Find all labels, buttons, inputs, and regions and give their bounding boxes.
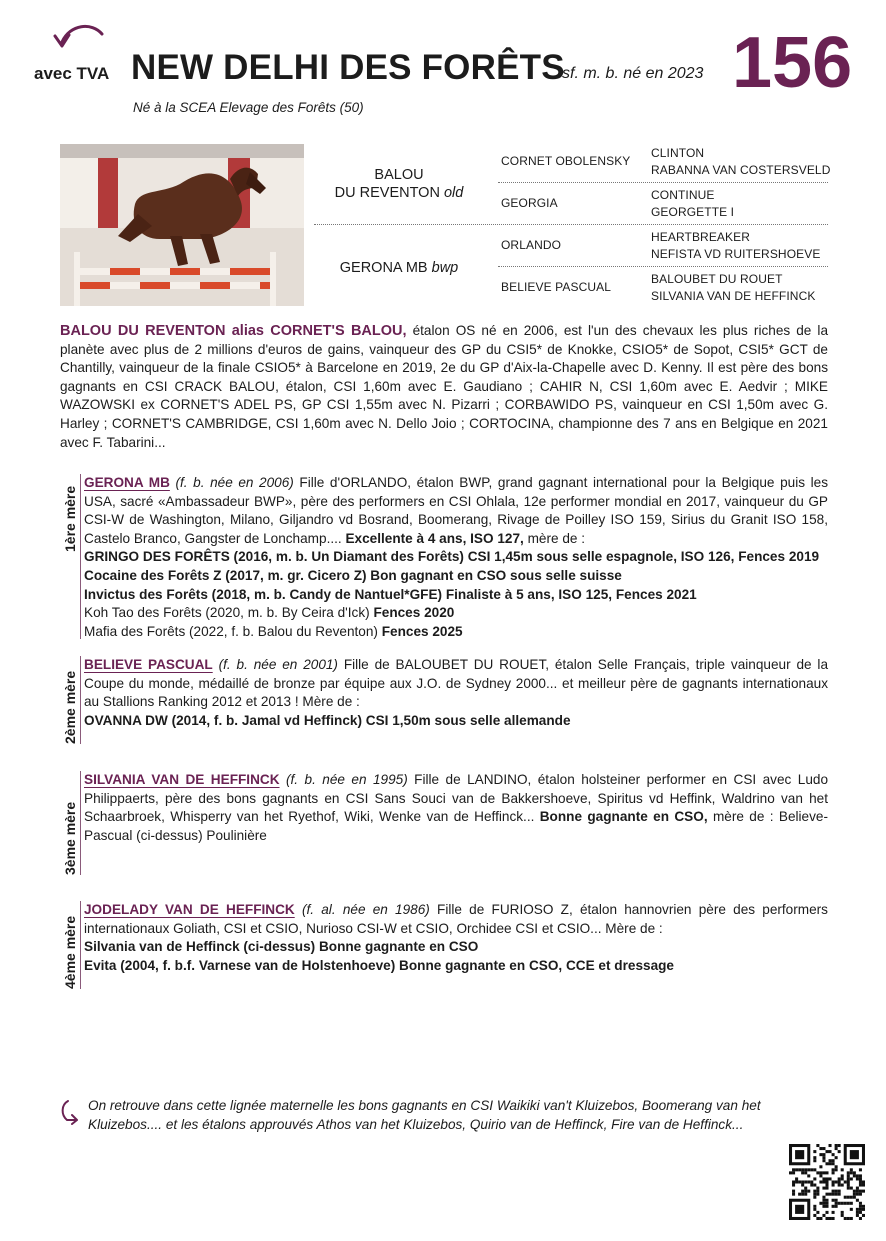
great-grandparent-8: SILVANIA VAN DE HEFFINCK [651, 289, 816, 303]
offspring-text: Mafia des Forêts (2022, f. b. Balou du Reventon) [84, 623, 382, 639]
offspring-line [84, 938, 828, 957]
dam-info: (f. b. née en 2001) [218, 657, 338, 672]
sire-description-text: étalon OS né en 2006, est l'un des chevaux les plus riches de la planète avec plus de 2 millions d'euros de gains, vainqueur des GP du CSI5* de Knokke, CSIO5* de Sopot, CSI5* GCT de Chantilly, vainqueur de la finale CSIO5* à Barcelone en 2019, 2e du GP d'Aix-la-Chapelle avec D. Kenny. Il est père des bons gagnants en CSI CRACK BALOU, étalon, CSI 1,60m avec E. Gaudiano ; CAHIR N, CSI 1,60m avec E. Aedvir ; MIKE WAZOWSKI ex CORNET'S ADEL PS, GP CSI 1,55m avec N. Pizarri ; CORBAWIDO PS, vainqueur en CSI 1,50m avec G. Harley ; CORNET'S CAMBRIDGE, CSI 1,60m avec N. Dello Joio ; CORTOCINA, championne des 7 ans en Belgique en 2021 avec F. Tabarini... [60, 323, 828, 450]
dam-description: Fille d'ORLANDO, étalon BWP, grand gagnant international pour la Belgique puis les USA, sacré «Ambassadeur BWP», père des performers en CSI Ohlala, 12e performer mondial en 2017, vainqueur du GP CSI-W de Washington, Milano, Giljandro vd Bosrand, Boomerang, Rivage de Poilley ISO 159, Sirius du Granit ISO 158, Castelo Branco, Gangster de Lonchamp.... [84, 475, 828, 546]
offspring-line [84, 623, 828, 642]
horse-photo [60, 144, 304, 306]
offspring-bold-end: Fences 2020 [373, 605, 455, 621]
offspring-bold-end: Fences 2025 [381, 623, 463, 639]
dam-text [84, 656, 828, 730]
dam-section-label: 4ème mère [62, 915, 78, 989]
offspring-bold: Evita (2004, f. b.f. Varnese van de Holstenhoeve) Bonne gagnante en CSO, CCE et dressage [84, 957, 674, 973]
offspring-line [84, 604, 828, 623]
offspring-bold: GRINGO DES FORÊTS (2016, m. b. Un Diamant des Forêts) CSI 1,45m sous selle espagnole, ISO 126, Fences 2019 [84, 549, 820, 565]
qr-code[interactable] [789, 1144, 865, 1220]
dam-info: (f. b. née en 1995) [285, 772, 408, 787]
great-grandparent-4: GEORGETTE I [651, 205, 735, 219]
grandsire-1: CORNET OBOLENSKY [501, 154, 631, 168]
dam-name-heading: GERONA MB [84, 475, 170, 490]
lot-number: 156 [732, 23, 853, 103]
granddam-1: GEORGIA [501, 196, 558, 210]
great-grandparent-5: HEARTBREAKER [651, 230, 751, 244]
offspring-line [84, 957, 828, 976]
pedigree-sire [314, 166, 484, 202]
horse-name-title: NEW DELHI DES FORÊTS [131, 48, 565, 87]
dam-bold-tail: Bonne gagnante en CSO, [539, 809, 708, 825]
return-arrow-icon [58, 1099, 80, 1125]
dam-name-heading: BELIEVE PASCUAL [84, 657, 213, 672]
dam-section-label: 2ème mère [62, 670, 78, 744]
offspring-bold: Cocaine des Forêts Z (2017, m. gr. Cicero Z) Bon gagnant en CSO sous selle suisse [84, 567, 622, 583]
section-line [80, 474, 81, 639]
dam-section-label: 1ère mère [62, 485, 78, 552]
great-grandparent-1: CLINTON [651, 146, 705, 160]
dam-name-heading: JODELADY VAN DE HEFFINCK [84, 902, 295, 917]
footnote: On retrouve dans cette lignée maternelle les bons gagnants en CSI Waikiki van't Kluizebos, Boomerang van het Kluizebos.... et les étalons approuvés Athos van het Kluizebos, Quirio van de Heffinck, Fire van de Heffinck... [88, 1098, 761, 1132]
dam-info: (f. b. née en 2006) [175, 475, 294, 490]
offspring-bold: OVANNA DW (2014, f. b. Jamal vd Heffinck) CSI 1,50m sous selle allemande [84, 712, 571, 728]
granddam-2: BELIEVE PASCUAL [501, 280, 611, 294]
offspring-line [84, 567, 828, 586]
great-grandparent-7: BALOUBET DU ROUET [651, 272, 783, 286]
dam-studbook: bwp [431, 260, 459, 276]
dam-text [84, 474, 828, 641]
dam-description: Fille de LANDINO, étalon holsteiner performer en CSI avec Ludo Philippaerts, père des bons gagnants en CSI Sans Souci van de Bakkershoeve, Spiritus vd Heffink, Waldrino van het Schaarbroek, Whisperry van het Ryethof, Wiki, Wenke van de Heffinck... [84, 772, 829, 825]
section-line [80, 656, 81, 744]
dam-name-heading: SILVANIA VAN DE HEFFINCK [84, 772, 280, 787]
great-grandparent-2: RABANNA VAN COSTERSVELD [651, 163, 831, 177]
dam-bold-tail: Excellente à 4 ans, ISO 127, [345, 530, 524, 546]
dam-description: Fille de FURIOSO Z, étalon hannovrien père des performers internationaux Goliath, CSI et CSIO, Nurioso CSI-W et CSIO, Orchidee CSI et CSIO... Mère de : [84, 902, 828, 936]
sire-name-line1: BALOU [374, 167, 424, 183]
offspring-bold: Invictus des Forêts (2018, m. b. Candy de Nantuel*GFE) Finaliste à 5 ans, ISO 125, Fences 2021 [84, 586, 697, 602]
sire-description [60, 322, 828, 452]
section-line [80, 771, 81, 875]
pedigree-divider [314, 224, 828, 225]
sire-description-lead: BALOU DU REVENTON alias CORNET'S BALOU, [60, 323, 407, 339]
dam-tail: mère de : Believe-Pascual (ci-dessus) Poulinière [84, 809, 828, 843]
dam-name: GERONA MB [339, 260, 428, 276]
section-line [80, 901, 81, 989]
pedigree-dam [314, 259, 484, 277]
dam-section-label: 3ème mère [62, 801, 78, 875]
offspring-list [84, 548, 828, 641]
dam-text [84, 771, 828, 845]
offspring-bold: Silvania van de Heffinck (ci-dessus) Bonne gagnante en CSO [84, 939, 479, 955]
dam-text [84, 901, 828, 975]
dam-description: Fille de BALOUBET DU ROUET, étalon Selle Français, triple vainqueur de la Coupe du monde, médaillé de bronze par équipe aux J.O. de Sydney 2000... et meilleur père de gagnants internationaux au Stallions Ranking 2012 et 2013 ! Mère de : [84, 657, 829, 710]
offspring-line [84, 712, 828, 731]
great-grandparent-6: NEFISTA VD RUITERSHOEVE [651, 247, 821, 261]
offspring-list [84, 712, 828, 731]
dam-tail: mère de : [523, 530, 585, 546]
horse-subtitle: sf. m. b. né en 2023 [562, 65, 704, 82]
offspring-line [84, 586, 828, 605]
grandsire-2: ORLANDO [501, 238, 562, 252]
offspring-list [84, 938, 828, 975]
offspring-text: Koh Tao des Forêts (2020, m. b. By Ceira d'Ick) [84, 605, 374, 621]
dam-info: (f. al. née en 1986) [301, 902, 430, 917]
pedigree-divider [498, 182, 828, 183]
sire-studbook: old [443, 185, 464, 201]
offspring-line [84, 548, 828, 567]
breeder-line: Né à la SCEA Elevage des Forêts (50) [133, 100, 364, 115]
pedigree-divider [498, 266, 828, 267]
sire-name-line2: DU REVENTON [334, 185, 440, 201]
curved-arrow-icon [52, 22, 108, 66]
tva-label: avec TVA [34, 64, 110, 83]
great-grandparent-3: CONTINUE [651, 188, 715, 202]
